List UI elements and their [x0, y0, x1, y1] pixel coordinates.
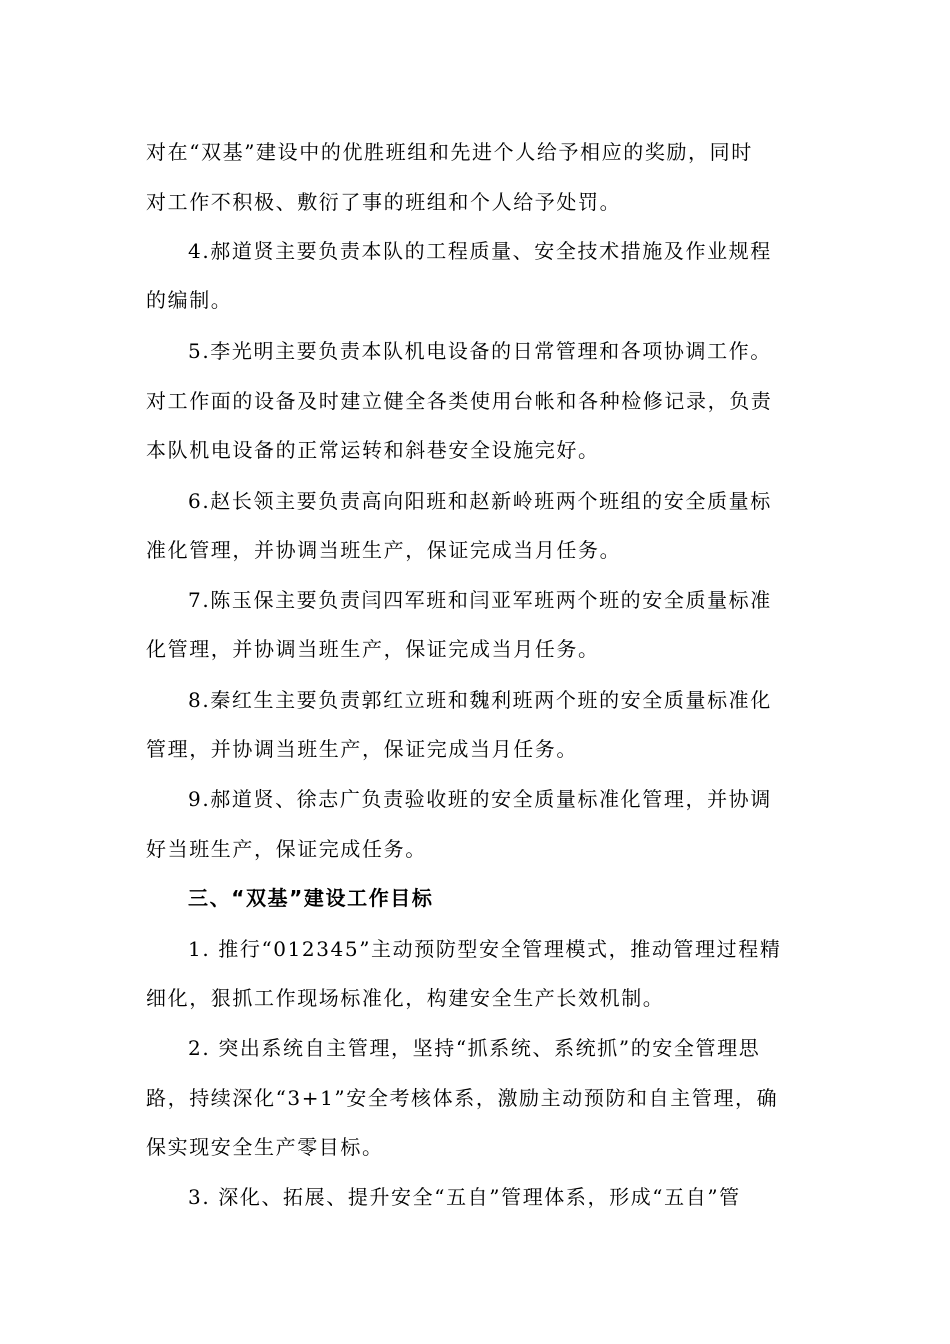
- text-line: 化管理，并协调当班生产，保证完成当月任务。: [146, 637, 600, 661]
- text-line: 保实现安全生产零目标。: [146, 1135, 384, 1159]
- text-line: 准化管理，并协调当班生产，保证完成当月任务。: [146, 538, 622, 562]
- text-line: 本队机电设备的正常运转和斜巷安全设施完好。: [146, 438, 600, 462]
- text-line: 9.郝道贤、徐志广负责验收班的安全质量标准化管理，并协调: [188, 787, 772, 811]
- text-line: 对工作不积极、敷衍了事的班组和个人给予处罚。: [146, 190, 622, 214]
- text-line: 5.李光明主要负责本队机电设备的日常管理和各项协调工作。: [188, 339, 772, 363]
- text-line: 8.秦红生主要负责郭红立班和魏利班两个班的安全质量标准化: [188, 688, 772, 712]
- text-line: 6.赵长领主要负责高向阳班和赵新岭班两个班组的安全质量标: [188, 489, 772, 513]
- text-line: 细化，狠抓工作现场标准化，构建安全生产长效机制。: [146, 986, 665, 1010]
- text-line: 路，持续深化“3+1”安全考核体系，激励主动预防和自主管理，确: [146, 1086, 779, 1110]
- text-line: 4.郝道贤主要负责本队的工程质量、安全技术措施及作业规程: [188, 239, 772, 263]
- text-line: 对在“双基”建设中的优胜班组和先进个人给予相应的奖励，同时: [146, 140, 753, 164]
- text-line: 1. 推行“012345”主动预防型安全管理模式，推动管理过程精: [188, 937, 782, 961]
- text-line: 管理，并协调当班生产，保证完成当月任务。: [146, 737, 578, 761]
- text-line: 7.陈玉保主要负责闫四军班和闫亚军班两个班的安全质量标准: [188, 588, 772, 612]
- text-line: 好当班生产，保证完成任务。: [146, 837, 427, 861]
- text-line: 的编制。: [146, 288, 233, 312]
- text-line: 对工作面的设备及时建立健全各类使用台帐和各种检修记录，负责: [146, 389, 773, 413]
- text-line: 3. 深化、拓展、提升安全“五自”管理体系，形成“五自”管: [188, 1185, 741, 1209]
- text-line: 2. 突出系统自主管理，坚持“抓系统、系统抓”的安全管理思: [188, 1036, 761, 1060]
- section-heading: 三、“双基”建设工作目标: [188, 886, 434, 910]
